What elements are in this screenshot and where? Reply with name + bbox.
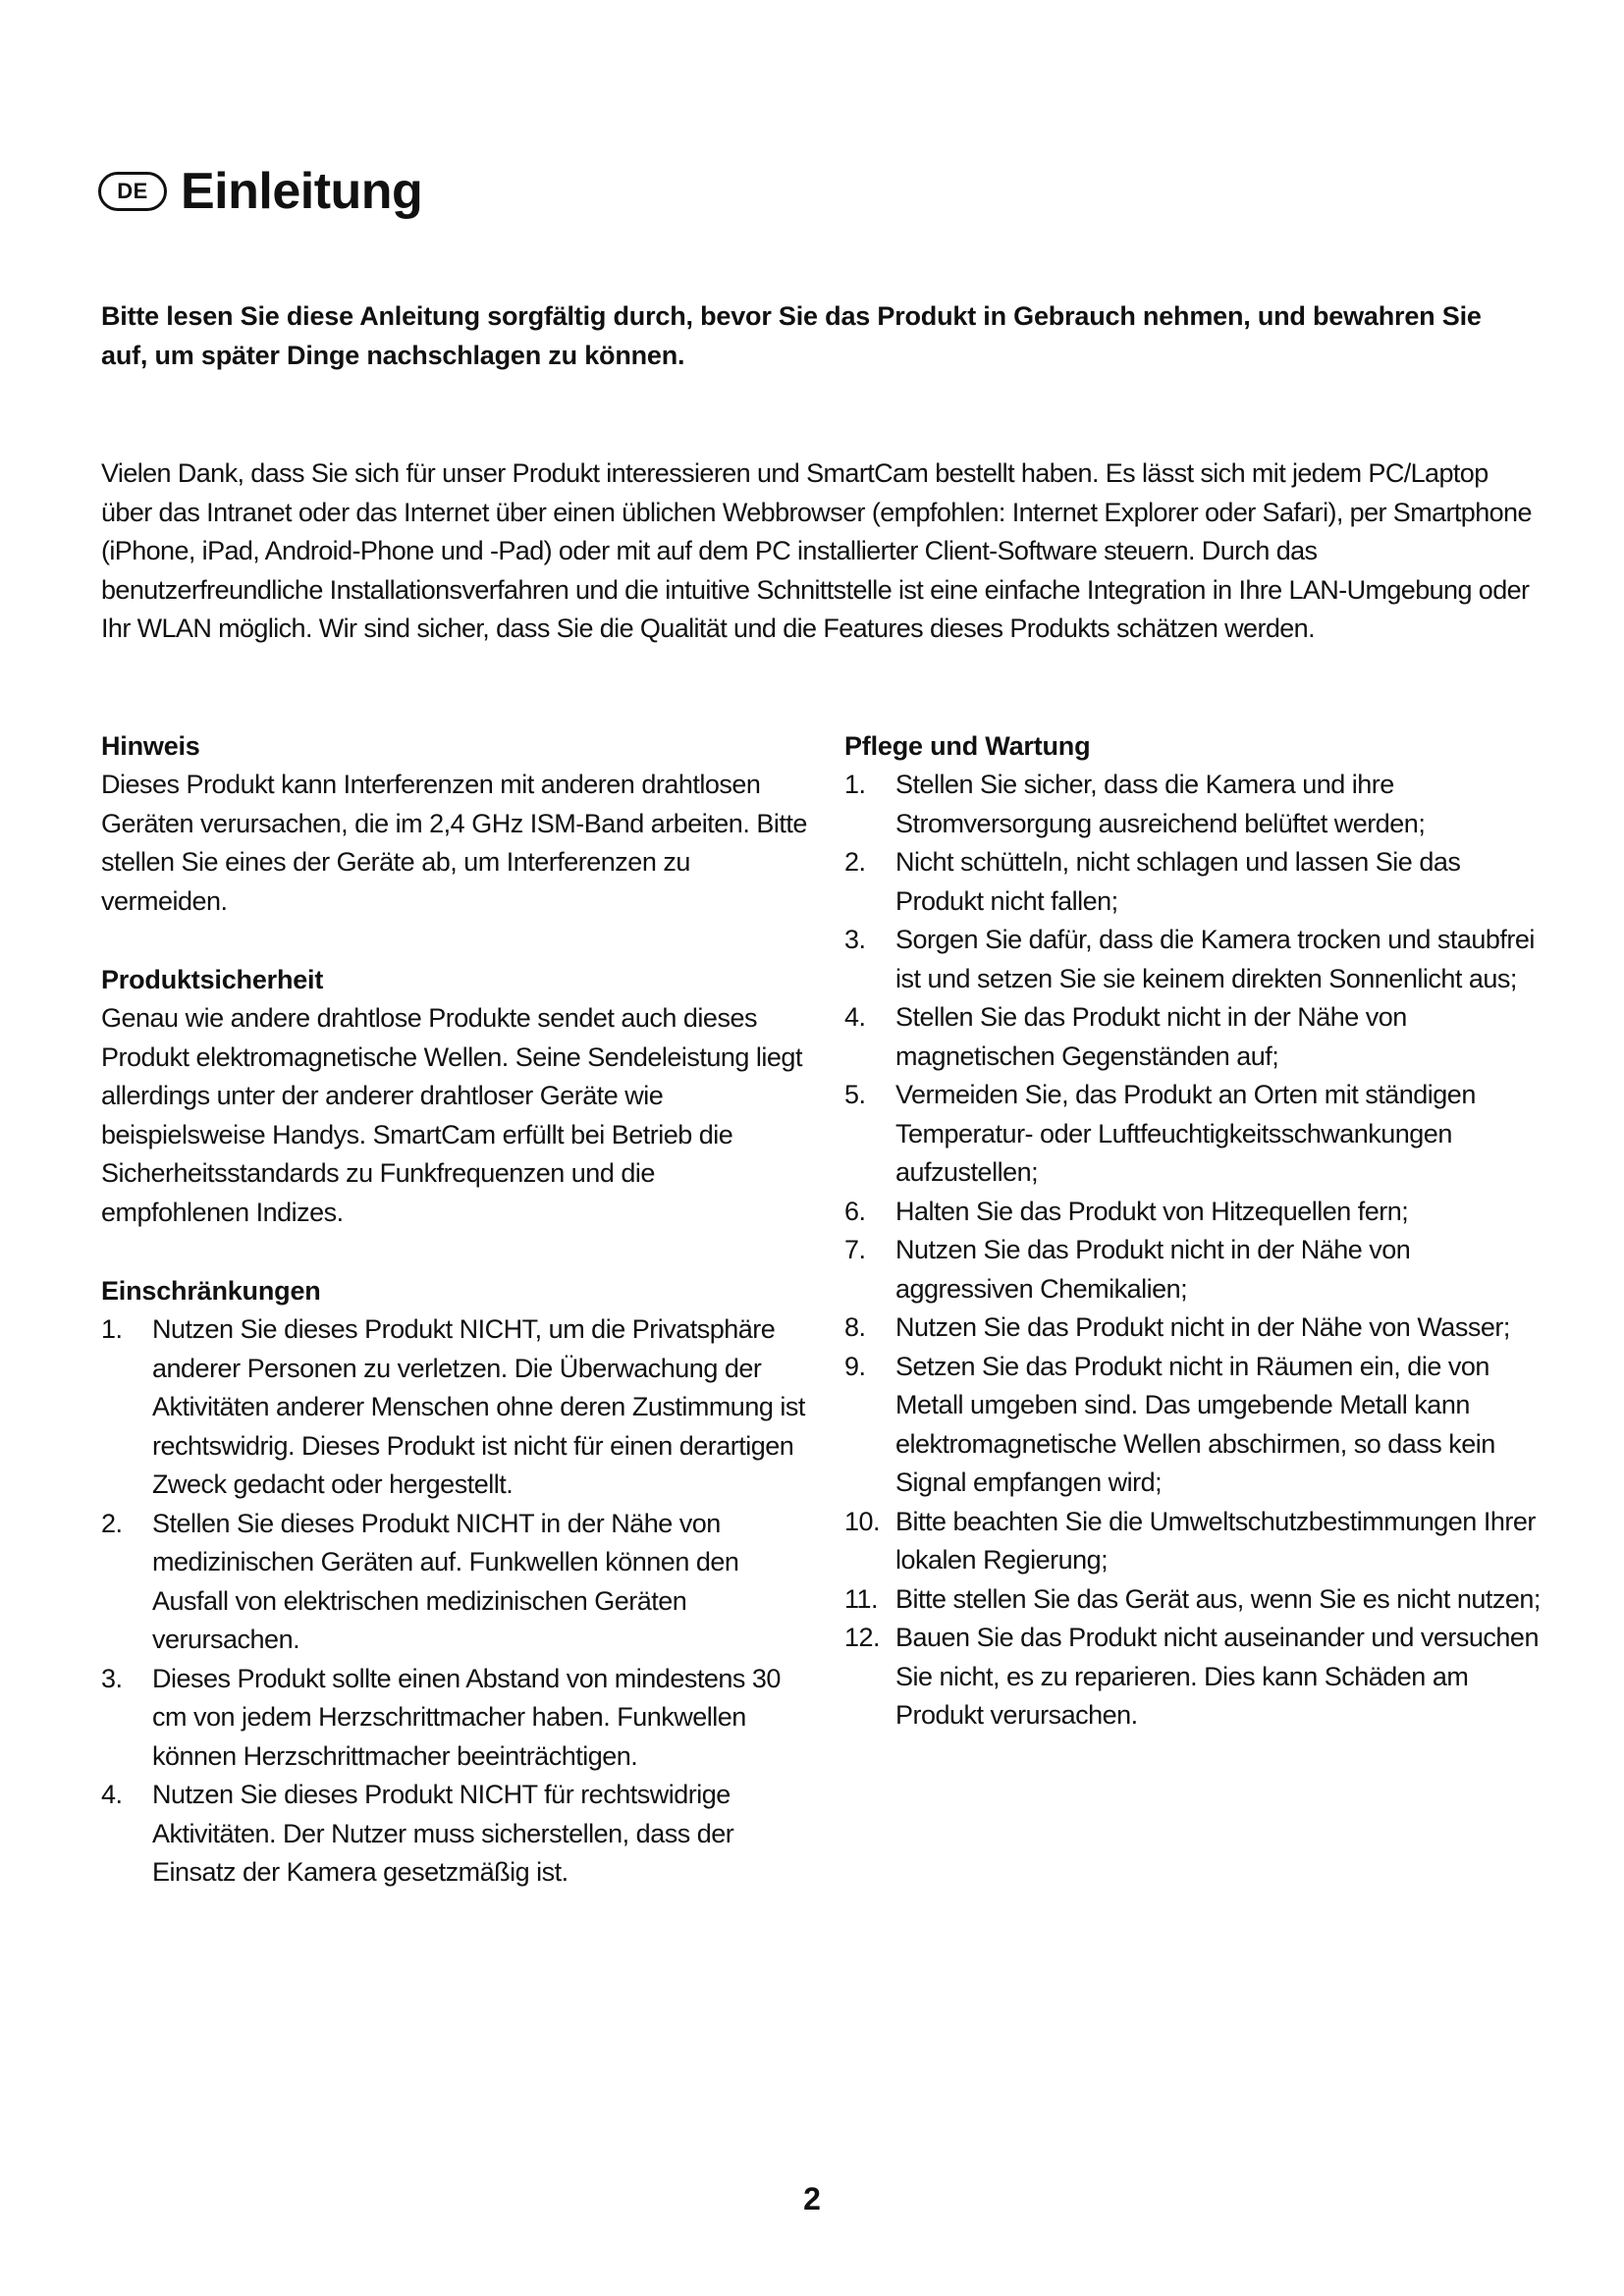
language-badge: DE [98, 172, 167, 211]
list-number: 12. [844, 1623, 881, 1652]
list-number: 3. [101, 1663, 123, 1693]
list-text: Nutzen Sie dieses Produkt NICHT, um die Privatsphäre anderer Personen zu verletzen. Die Überwachung der Aktivitäten anderer Menschen ohne deren Zustimmung ist rechtswidrig. Dieses Produkt ist nicht für einen derartigen Zweck gedacht oder hergestellt. [152, 1314, 805, 1499]
list-item [844, 1193, 1551, 1232]
list-item [101, 1310, 808, 1505]
list-item [844, 1348, 1551, 1503]
section-text: Genau wie andere drahtlose Produkte sendet auch dieses Produkt elektromagnetische Wellen. Seine Sendeleistung liegt allerdings unter der anderer drahtloser Geräte wie beispielsweise Handys. SmartCam erfüllt bei Betrieb die Sicherheitsstandards zu Funkfrequenzen und die empfohlenen Indizes. [101, 1003, 802, 1227]
list-text: Setzen Sie das Produkt nicht in Räumen ein, die von Metall umgeben sind. Das umgebende Metall kann elektromagnetische Wellen abschirmen, so dass kein Signal empfangen wird; [895, 1351, 1495, 1497]
list-number: 10. [844, 1506, 881, 1536]
list-item [844, 1308, 1551, 1348]
list-text: Sorgen Sie dafür, dass die Kamera trocken und staubfrei ist und setzen Sie sie keinem direkten Sonnenlicht aus; [895, 925, 1535, 993]
list-number: 9. [844, 1351, 866, 1381]
list-text: Nicht schütteln, nicht schlagen und lassen Sie das Produkt nicht fallen; [895, 847, 1461, 916]
list-number: 2. [844, 847, 866, 877]
list-item [844, 1503, 1551, 1580]
list-number: 2. [101, 1508, 123, 1538]
list-text: Bauen Sie das Produkt nicht auseinander und versuchen Sie nicht, es zu reparieren. Dies kann Schäden am Produkt verursachen. [895, 1623, 1539, 1730]
intro-paragraph: Vielen Dank, dass Sie sich für unser Produkt interessieren und SmartCam bestellt haben. Es lässt sich mit jedem PC/Laptop über das Intranet oder das Internet über einen üblichen Webbrowser (empfohlen: Internet Explorer oder Safari), per Smartphone (iPhone, iPad, Android-Phone und -Pad) oder mit auf dem PC installierter Client-Software steuern. Durch das benutzerfreundliche Installationsverfahren und die intuitive Schnittstelle ist eine einfache Integration in Ihre LAN-Umgebung oder Ihr WLAN möglich. Wir sind sicher, dass Sie die Qualität und die Features dieses Produkts schätzen werden. [101, 458, 1532, 643]
list-text: Nutzen Sie das Produkt nicht in der Nähe von aggressiven Chemikalien; [895, 1235, 1411, 1304]
list-item [844, 843, 1551, 921]
section-einschraenkungen [101, 1271, 808, 1893]
section-hinweis [101, 726, 808, 921]
page-title: Einleitung [181, 163, 423, 220]
list-text: Halten Sie das Produkt von Hitzequellen fern; [895, 1196, 1409, 1226]
left-column [101, 726, 808, 1932]
section-heading: Hinweis [101, 731, 200, 761]
list-number: 4. [844, 1002, 866, 1032]
list-text: Dieses Produkt sollte einen Abstand von mindestens 30 cm von jedem Herzschrittmacher haben. Funkwellen können Herzschrittmacher beeinträchtigen. [152, 1663, 781, 1771]
list-item [844, 1580, 1551, 1620]
list-item [101, 1660, 808, 1777]
list-text: Bitte stellen Sie das Gerät aus, wenn Sie es nicht nutzen; [895, 1583, 1541, 1614]
list-text: Stellen Sie dieses Produkt NICHT in der Nähe von medizinischen Geräten auf. Funkwellen können den Ausfall von elektrischen medizinischen Geräten verursachen. [152, 1508, 739, 1654]
list-number: 11. [844, 1583, 879, 1614]
list-number: 7. [844, 1235, 866, 1264]
list-text: Stellen Sie sicher, dass die Kamera und ihre Stromversorgung ausreichend belüftet werden; [895, 770, 1426, 838]
list-item [101, 1776, 808, 1893]
section-pflege [844, 726, 1551, 1735]
section-heading: Einschränkungen [101, 1276, 321, 1306]
title-row [98, 162, 422, 221]
list-item [844, 766, 1551, 843]
section-text: Dieses Produkt kann Interferenzen mit anderen drahtlosen Geräten verursachen, die im 2,4 GHz ISM-Band arbeiten. Bitte stellen Sie eines der Geräte ab, um Interferenzen zu vermeiden. [101, 770, 807, 916]
list-number: 1. [844, 770, 866, 799]
intro-instruction: Bitte lesen Sie diese Anleitung sorgfältig durch, bevor Sie das Produkt in Gebrauch nehmen, und bewahren Sie auf, um später Dinge nachschlagen zu können. [101, 301, 1482, 370]
list-text: Bitte beachten Sie die Umweltschutzbestimmungen Ihrer lokalen Regierung; [895, 1506, 1536, 1575]
list-item [844, 998, 1551, 1076]
list-number: 1. [101, 1314, 123, 1344]
list-item [844, 1231, 1551, 1308]
page-number: 2 [803, 2181, 821, 2216]
list-number: 5. [844, 1080, 866, 1109]
list-text: Nutzen Sie das Produkt nicht in der Nähe von Wasser; [895, 1312, 1510, 1342]
einschraenkungen-list [101, 1310, 808, 1893]
list-number: 8. [844, 1312, 866, 1342]
list-text: Vermeiden Sie, das Produkt an Orten mit ständigen Temperatur- oder Luftfeuchtigkeitsschwankungen aufzustellen; [895, 1080, 1476, 1187]
pflege-list [844, 766, 1551, 1735]
section-produktsicherheit [101, 960, 808, 1232]
list-text: Nutzen Sie dieses Produkt NICHT für rechtswidrige Aktivitäten. Der Nutzer muss sicherstellen, dass der Einsatz der Kamera gesetzmäßig ist. [152, 1780, 734, 1887]
right-column [844, 726, 1551, 1775]
list-item [844, 1076, 1551, 1193]
list-item [844, 921, 1551, 998]
list-text: Stellen Sie das Produkt nicht in der Nähe von magnetischen Gegenständen auf; [895, 1002, 1407, 1071]
section-heading: Produktsicherheit [101, 965, 324, 994]
list-number: 6. [844, 1196, 866, 1226]
section-heading: Pflege und Wartung [844, 731, 1091, 761]
list-item [101, 1505, 808, 1660]
list-item [844, 1619, 1551, 1735]
list-number: 4. [101, 1780, 123, 1809]
list-number: 3. [844, 925, 866, 954]
